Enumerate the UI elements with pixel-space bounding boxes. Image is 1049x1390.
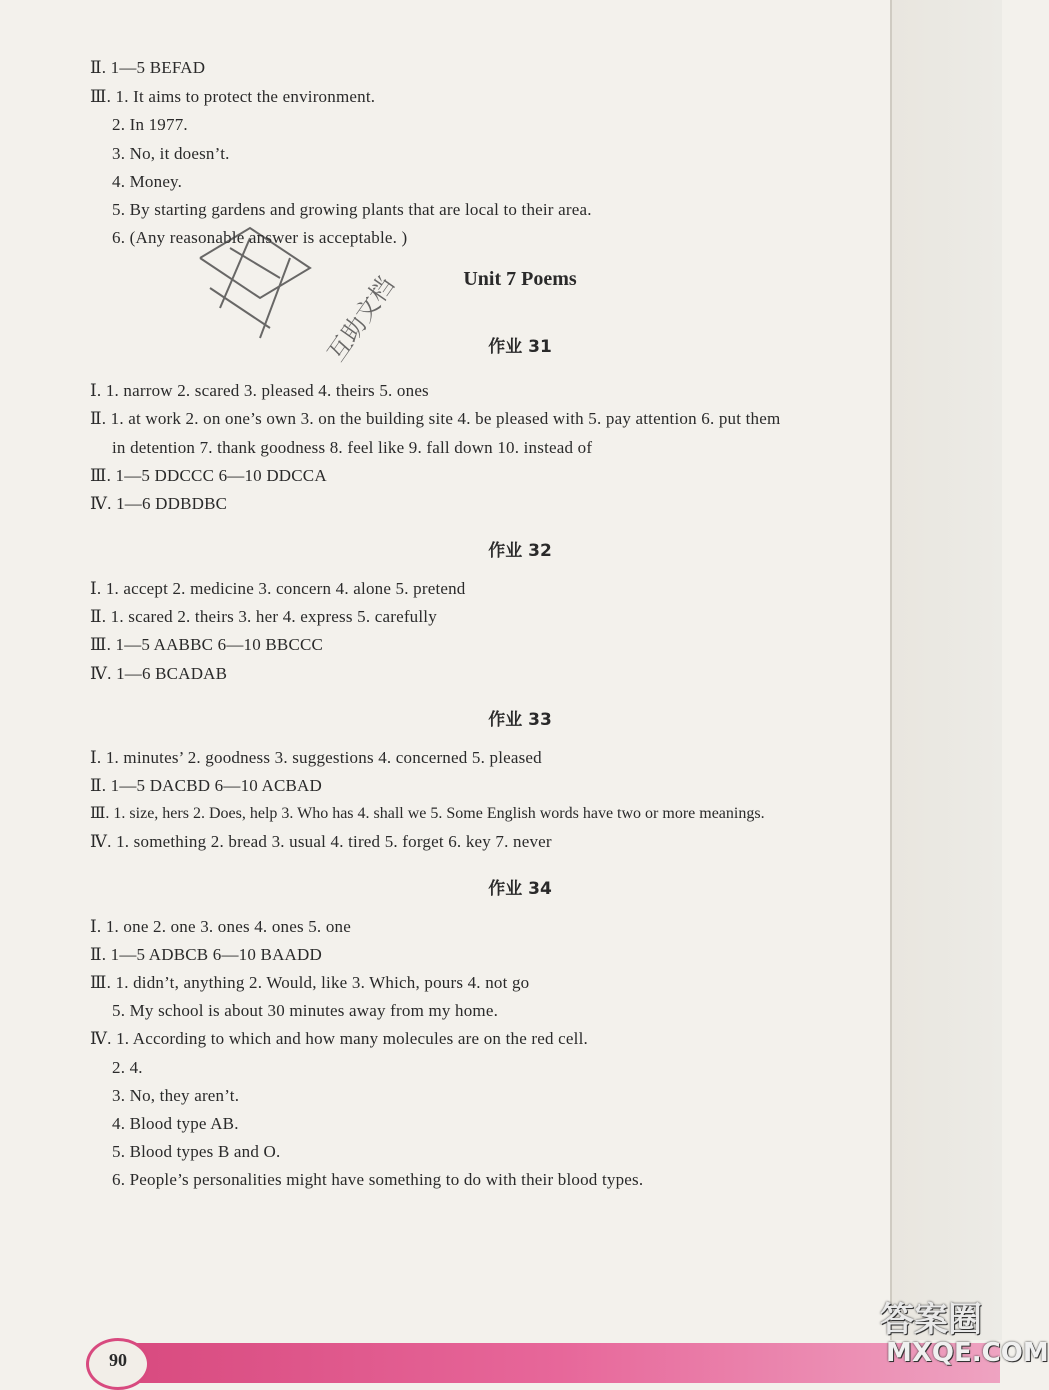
stamp-text: 互助文档 — [321, 271, 400, 367]
hw34-ii: Ⅱ. 1—5 ADBCB 6—10 BAADD — [90, 945, 322, 964]
hw34-iv-2: 2. 4. — [112, 1058, 143, 1077]
hw31-ii-b: in detention 7. thank goodness 8. feel like 9. fall down 10. instead of — [112, 438, 593, 457]
hw31-title: 作业 31 — [488, 337, 552, 357]
hw34-iv-4: 4. Blood type AB. — [112, 1114, 239, 1133]
hw34-i: Ⅰ. 1. one 2. one 3. ones 4. ones 5. one — [90, 917, 351, 936]
footer-band — [120, 1343, 1000, 1383]
prev-section-iii-3: 3. No, it doesn’t. — [112, 144, 230, 163]
prev-section-iii-5: 5. By starting gardens and growing plants that are local to their area. — [112, 200, 592, 219]
hw31-i: Ⅰ. 1. narrow 2. scared 3. pleased 4. theirs 5. ones — [90, 381, 429, 400]
watermark-logo — [880, 1292, 1049, 1382]
hw34-iv-5: 5. Blood types B and O. — [112, 1142, 281, 1161]
watermark-line2: MXQE.COM — [886, 1338, 1049, 1368]
hw34-title: 作业 34 — [488, 879, 552, 899]
prev-section-iii-4: 4. Money. — [112, 172, 183, 191]
hw33-iii: Ⅲ. 1. size, hers 2. Does, help 3. Who has 4. shall we 5. Some English words have two or more meanings. — [90, 805, 765, 822]
hw34-iv-1: Ⅳ. 1. According to which and how many molecules are on the red cell. — [90, 1029, 588, 1048]
hw32-iv: Ⅳ. 1—6 BCADAB — [90, 664, 228, 683]
prev-section-iii-1: Ⅲ. 1. It aims to protect the environment. — [90, 87, 376, 106]
prev-section-iii-6: 6. (Any reasonable answer is acceptable. ) — [112, 228, 408, 247]
watermark-line1: 答案圈 — [880, 1300, 982, 1340]
hw33-title: 作业 33 — [488, 710, 552, 730]
hw31-ii-a: Ⅱ. 1. at work 2. on one’s own 3. on the building site 4. be pleased with 5. pay attention 6. put them — [90, 409, 781, 428]
hw32-i: Ⅰ. 1. accept 2. medicine 3. concern 4. alone 5. pretend — [90, 579, 466, 598]
unit-title: Unit 7 Poems — [463, 268, 577, 290]
page-number: 90 — [109, 1350, 127, 1370]
facing-page-shadow — [890, 0, 1002, 1340]
prev-section-iii-2: 2. In 1977. — [112, 115, 188, 134]
hw32-title: 作业 32 — [488, 541, 552, 561]
hw32-iii: Ⅲ. 1—5 AABBC 6—10 BBCCC — [90, 635, 324, 654]
hw34-iv-6: 6. People’s personalities might have something to do with their blood types. — [112, 1170, 644, 1189]
hw34-iii-b: 5. My school is about 30 minutes away from my home. — [112, 1001, 499, 1020]
hw33-ii: Ⅱ. 1—5 DACBD 6—10 ACBAD — [90, 776, 322, 795]
hw33-i: Ⅰ. 1. minutes’ 2. goodness 3. suggestions 4. concerned 5. pleased — [90, 748, 542, 767]
hw34-iv-3: 3. No, they aren’t. — [112, 1086, 240, 1105]
hw34-iii-a: Ⅲ. 1. didn’t, anything 2. Would, like 3. Which, pours 4. not go — [90, 973, 530, 992]
hw33-iv: Ⅳ. 1. something 2. bread 3. usual 4. tired 5. forget 6. key 7. never — [90, 832, 552, 851]
hw31-iii: Ⅲ. 1—5 DDCCC 6—10 DDCCA — [90, 466, 327, 485]
prev-section-ii: Ⅱ. 1—5 BEFAD — [90, 58, 206, 77]
hw31-iv: Ⅳ. 1—6 DDBDBC — [90, 494, 228, 513]
hw32-ii: Ⅱ. 1. scared 2. theirs 3. her 4. express 5. carefully — [90, 607, 437, 626]
